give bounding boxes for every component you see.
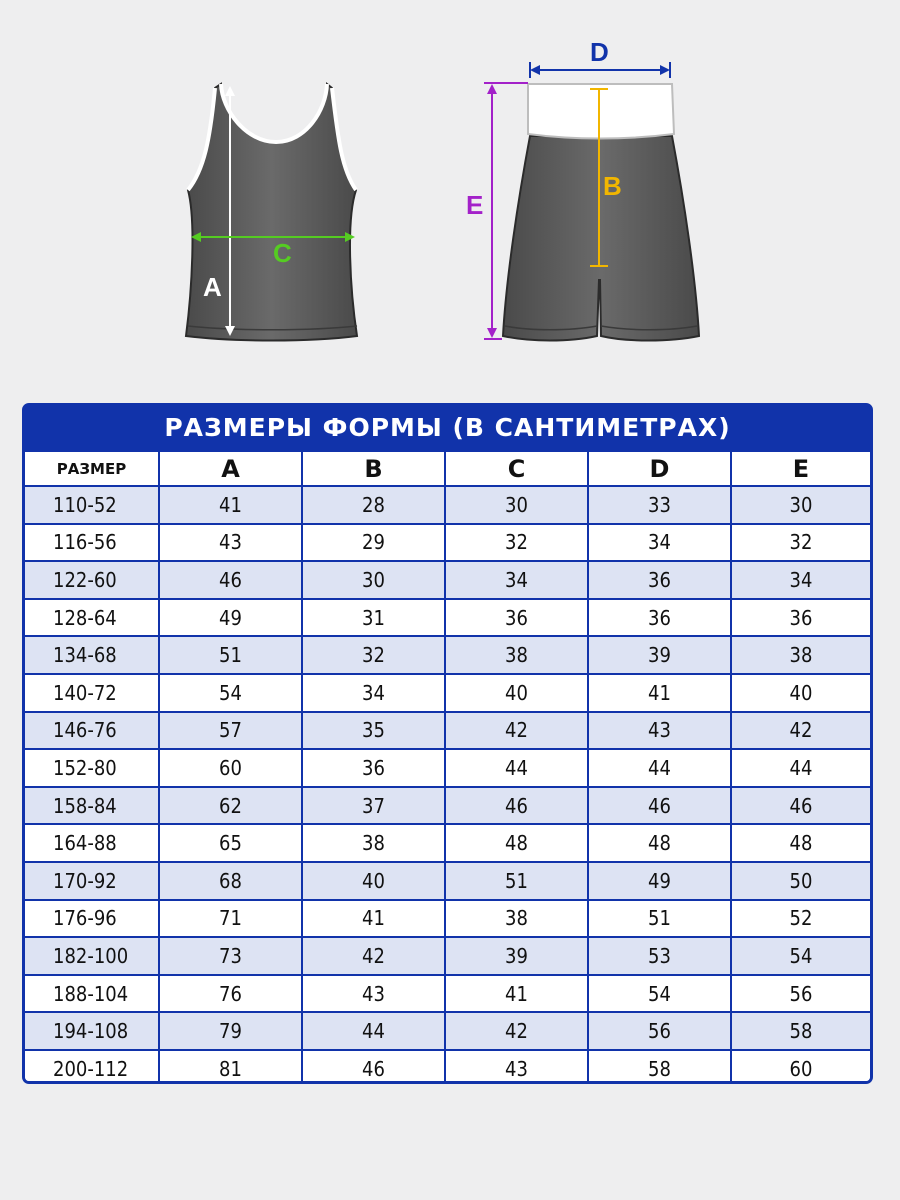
tank-top-illustration xyxy=(186,84,357,341)
measure-cell-e: 60 xyxy=(731,1050,870,1084)
measure-cell-a: 71 xyxy=(159,900,302,938)
table-row xyxy=(25,787,870,825)
measure-cell-c: 51 xyxy=(445,862,588,900)
measure-cell-c: 48 xyxy=(445,824,588,862)
measure-cell-d: 51 xyxy=(588,900,731,938)
measure-cell-c: 36 xyxy=(445,599,588,637)
measure-cell-e: 48 xyxy=(731,824,870,862)
measure-cell-d: 48 xyxy=(588,824,731,862)
measure-cell-b: 40 xyxy=(302,862,445,900)
size-cell: 170-92 xyxy=(25,862,159,900)
measure-cell-e: 34 xyxy=(731,561,870,599)
table-row xyxy=(25,749,870,787)
measure-cell-a: 68 xyxy=(159,862,302,900)
measure-cell-e: 52 xyxy=(731,900,870,938)
measure-cell-e: 54 xyxy=(731,937,870,975)
measure-cell-c: 44 xyxy=(445,749,588,787)
measure-cell-b: 41 xyxy=(302,900,445,938)
measure-cell-b: 43 xyxy=(302,975,445,1013)
measure-cell-b: 42 xyxy=(302,937,445,975)
size-cell: 200-112 xyxy=(25,1050,159,1084)
measure-cell-c: 42 xyxy=(445,1012,588,1050)
table-title: РАЗМЕРЫ ФОРМЫ (В САНТИМЕТРАХ) xyxy=(164,413,731,442)
measure-cell-b: 35 xyxy=(302,712,445,750)
measure-cell-d: 34 xyxy=(588,524,731,562)
measure-cell-d: 33 xyxy=(588,486,731,524)
column-header-size: РАЗМЕР xyxy=(25,451,159,486)
measure-cell-c: 32 xyxy=(445,524,588,562)
measure-cell-e: 44 xyxy=(731,749,870,787)
measure-cell-a: 43 xyxy=(159,524,302,562)
measure-cell-d: 53 xyxy=(588,937,731,975)
measure-cell-a: 46 xyxy=(159,561,302,599)
size-cell: 146-76 xyxy=(25,712,159,750)
table-row xyxy=(25,599,870,637)
size-cell: 128-64 xyxy=(25,599,159,637)
size-cell: 116-56 xyxy=(25,524,159,562)
column-header-c: C xyxy=(445,451,588,486)
measure-cell-a: 57 xyxy=(159,712,302,750)
measure-cell-a: 73 xyxy=(159,937,302,975)
measure-cell-d: 43 xyxy=(588,712,731,750)
measure-cell-b: 36 xyxy=(302,749,445,787)
measure-cell-c: 39 xyxy=(445,937,588,975)
measure-cell-b: 44 xyxy=(302,1012,445,1050)
column-header-a: A xyxy=(159,451,302,486)
measure-cell-d: 58 xyxy=(588,1050,731,1084)
size-cell: 188-104 xyxy=(25,975,159,1013)
measure-cell-b: 37 xyxy=(302,787,445,825)
size-table xyxy=(22,403,873,1084)
measure-cell-d: 56 xyxy=(588,1012,731,1050)
measure-cell-d: 36 xyxy=(588,561,731,599)
measure-cell-c: 41 xyxy=(445,975,588,1013)
measure-cell-b: 34 xyxy=(302,674,445,712)
measure-cell-d: 49 xyxy=(588,862,731,900)
measure-cell-e: 36 xyxy=(731,599,870,637)
table-row xyxy=(25,636,870,674)
measure-cell-a: 62 xyxy=(159,787,302,825)
size-cell: 164-88 xyxy=(25,824,159,862)
table-row xyxy=(25,975,870,1013)
measure-cell-c: 43 xyxy=(445,1050,588,1084)
measure-cell-e: 30 xyxy=(731,486,870,524)
measure-cell-a: 60 xyxy=(159,749,302,787)
size-cell: 176-96 xyxy=(25,900,159,938)
garment-measurement-diagram xyxy=(0,0,900,380)
measure-cell-a: 79 xyxy=(159,1012,302,1050)
size-cell: 194-108 xyxy=(25,1012,159,1050)
measure-cell-c: 40 xyxy=(445,674,588,712)
measure-cell-a: 65 xyxy=(159,824,302,862)
measure-cell-a: 41 xyxy=(159,486,302,524)
measure-d-label: D xyxy=(590,37,609,67)
measure-cell-b: 31 xyxy=(302,599,445,637)
measure-cell-d: 54 xyxy=(588,975,731,1013)
table-row xyxy=(25,1050,870,1084)
measure-cell-e: 42 xyxy=(731,712,870,750)
measure-cell-d: 36 xyxy=(588,599,731,637)
measure-cell-c: 30 xyxy=(445,486,588,524)
table-row xyxy=(25,824,870,862)
shorts-illustration xyxy=(503,84,699,341)
measure-cell-e: 38 xyxy=(731,636,870,674)
size-cell: 134-68 xyxy=(25,636,159,674)
size-cell: 158-84 xyxy=(25,787,159,825)
measure-cell-d: 44 xyxy=(588,749,731,787)
table-row xyxy=(25,862,870,900)
table-row xyxy=(25,561,870,599)
measure-cell-c: 46 xyxy=(445,787,588,825)
measure-cell-d: 41 xyxy=(588,674,731,712)
measure-cell-d: 46 xyxy=(588,787,731,825)
measure-cell-c: 42 xyxy=(445,712,588,750)
column-header-b: B xyxy=(302,451,445,486)
size-cell: 110-52 xyxy=(25,486,159,524)
measure-a-label: A xyxy=(203,272,222,302)
measure-e-label: E xyxy=(466,190,484,220)
measure-c-label: C xyxy=(273,238,292,268)
table-row xyxy=(25,937,870,975)
column-header-d: D xyxy=(588,451,731,486)
measure-cell-c: 38 xyxy=(445,900,588,938)
measure-cell-b: 28 xyxy=(302,486,445,524)
measure-cell-a: 49 xyxy=(159,599,302,637)
table-header-row xyxy=(25,451,870,486)
size-cell: 152-80 xyxy=(25,749,159,787)
measure-cell-a: 54 xyxy=(159,674,302,712)
size-cell: 122-60 xyxy=(25,561,159,599)
size-cell: 140-72 xyxy=(25,674,159,712)
measure-b-label: B xyxy=(603,171,622,201)
column-header-e: E xyxy=(731,451,870,486)
measure-cell-a: 51 xyxy=(159,636,302,674)
measure-cell-e: 50 xyxy=(731,862,870,900)
table-row xyxy=(25,674,870,712)
measure-cell-e: 58 xyxy=(731,1012,870,1050)
measure-cell-b: 29 xyxy=(302,524,445,562)
measure-cell-a: 81 xyxy=(159,1050,302,1084)
measure-cell-c: 34 xyxy=(445,561,588,599)
table-row xyxy=(25,1012,870,1050)
size-chart-table xyxy=(25,450,870,1084)
table-row xyxy=(25,486,870,524)
measure-cell-b: 32 xyxy=(302,636,445,674)
measure-cell-d: 39 xyxy=(588,636,731,674)
table-row xyxy=(25,712,870,750)
size-cell: 182-100 xyxy=(25,937,159,975)
measure-cell-e: 40 xyxy=(731,674,870,712)
measure-cell-a: 76 xyxy=(159,975,302,1013)
measure-cell-e: 32 xyxy=(731,524,870,562)
measure-cell-b: 38 xyxy=(302,824,445,862)
table-row xyxy=(25,524,870,562)
measure-cell-e: 56 xyxy=(731,975,870,1013)
measure-cell-b: 46 xyxy=(302,1050,445,1084)
measure-cell-c: 38 xyxy=(445,636,588,674)
measure-cell-e: 46 xyxy=(731,787,870,825)
table-row xyxy=(25,900,870,938)
measure-cell-b: 30 xyxy=(302,561,445,599)
